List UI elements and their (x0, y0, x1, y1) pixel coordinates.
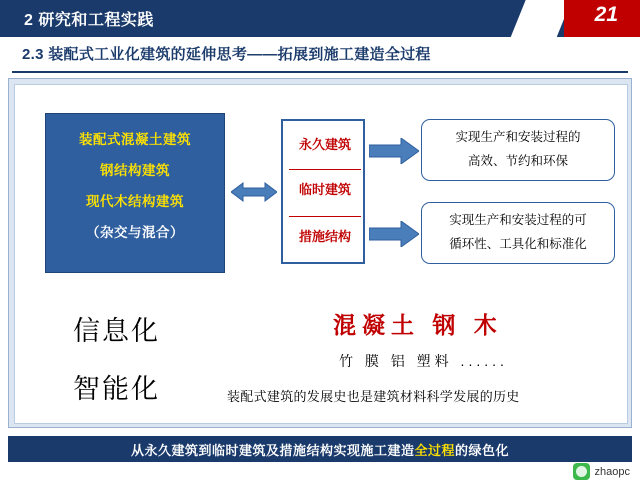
middle-separator-1 (289, 169, 361, 170)
keyword-informatization: 信息化 (73, 316, 160, 346)
arrow-right-icon-2 (369, 221, 419, 247)
slide-header (0, 0, 640, 37)
banner-prefix: 从永久建筑到临时建筑及措施结构实现施工建造 (130, 442, 415, 458)
section-subtitle: 2.3 装配式工业化建筑的延伸思考——拓展到施工建造全过程 (22, 46, 431, 63)
materials-secondary: 竹 膜 铝 塑料 ...... (339, 353, 508, 369)
middle-separator-2 (289, 216, 361, 217)
category-line-2: 钢结构建筑 (100, 163, 170, 178)
middle-box (281, 119, 365, 264)
content-inner (14, 84, 628, 424)
outcome-box-2 (421, 202, 615, 264)
banner-highlight: 全过程 (414, 442, 455, 458)
double-arrow-icon (231, 181, 277, 203)
middle-item-1: 永久建筑 (298, 137, 351, 152)
page-number: 21 (594, 3, 618, 26)
materials-primary: 混凝土 钢 木 (333, 312, 503, 338)
content-panel (8, 78, 632, 428)
keyword-intelligentization: 智能化 (73, 374, 160, 404)
outcome-box-1 (421, 119, 615, 181)
watermark-label: zhaopc (594, 465, 630, 478)
category-line-3: 现代木结构建筑 (86, 194, 184, 209)
middle-item-3: 措施结构 (298, 229, 351, 244)
category-line-1: 装配式混凝土建筑 (79, 132, 191, 147)
outcome-box-1-line-2: 高效、节约和环保 (467, 154, 568, 168)
banner-suffix: 的绿色化 (455, 442, 510, 458)
subtitle-divider (12, 71, 628, 73)
middle-item-2: 临时建筑 (298, 182, 351, 197)
watermark (573, 463, 630, 480)
category-footer: （杂交与混合） (86, 225, 184, 240)
banner-text (131, 440, 509, 459)
page-title: 2 研究和工程实践 (24, 12, 154, 29)
outcome-box-1-line-1: 实现生产和安装过程的 (455, 130, 581, 145)
outcome-box-2-line-2: 循环性、工具化和标准化 (449, 237, 587, 251)
history-statement: 装配式建筑的发展史也是建筑材料科学发展的历史 (227, 389, 520, 404)
outcome-box-2-line-1: 实现生产和安装过程的可 (449, 213, 587, 228)
category-box (45, 113, 225, 273)
palette-icon (573, 463, 590, 480)
arrow-right-icon-1 (369, 138, 419, 164)
bottom-banner (8, 436, 632, 462)
